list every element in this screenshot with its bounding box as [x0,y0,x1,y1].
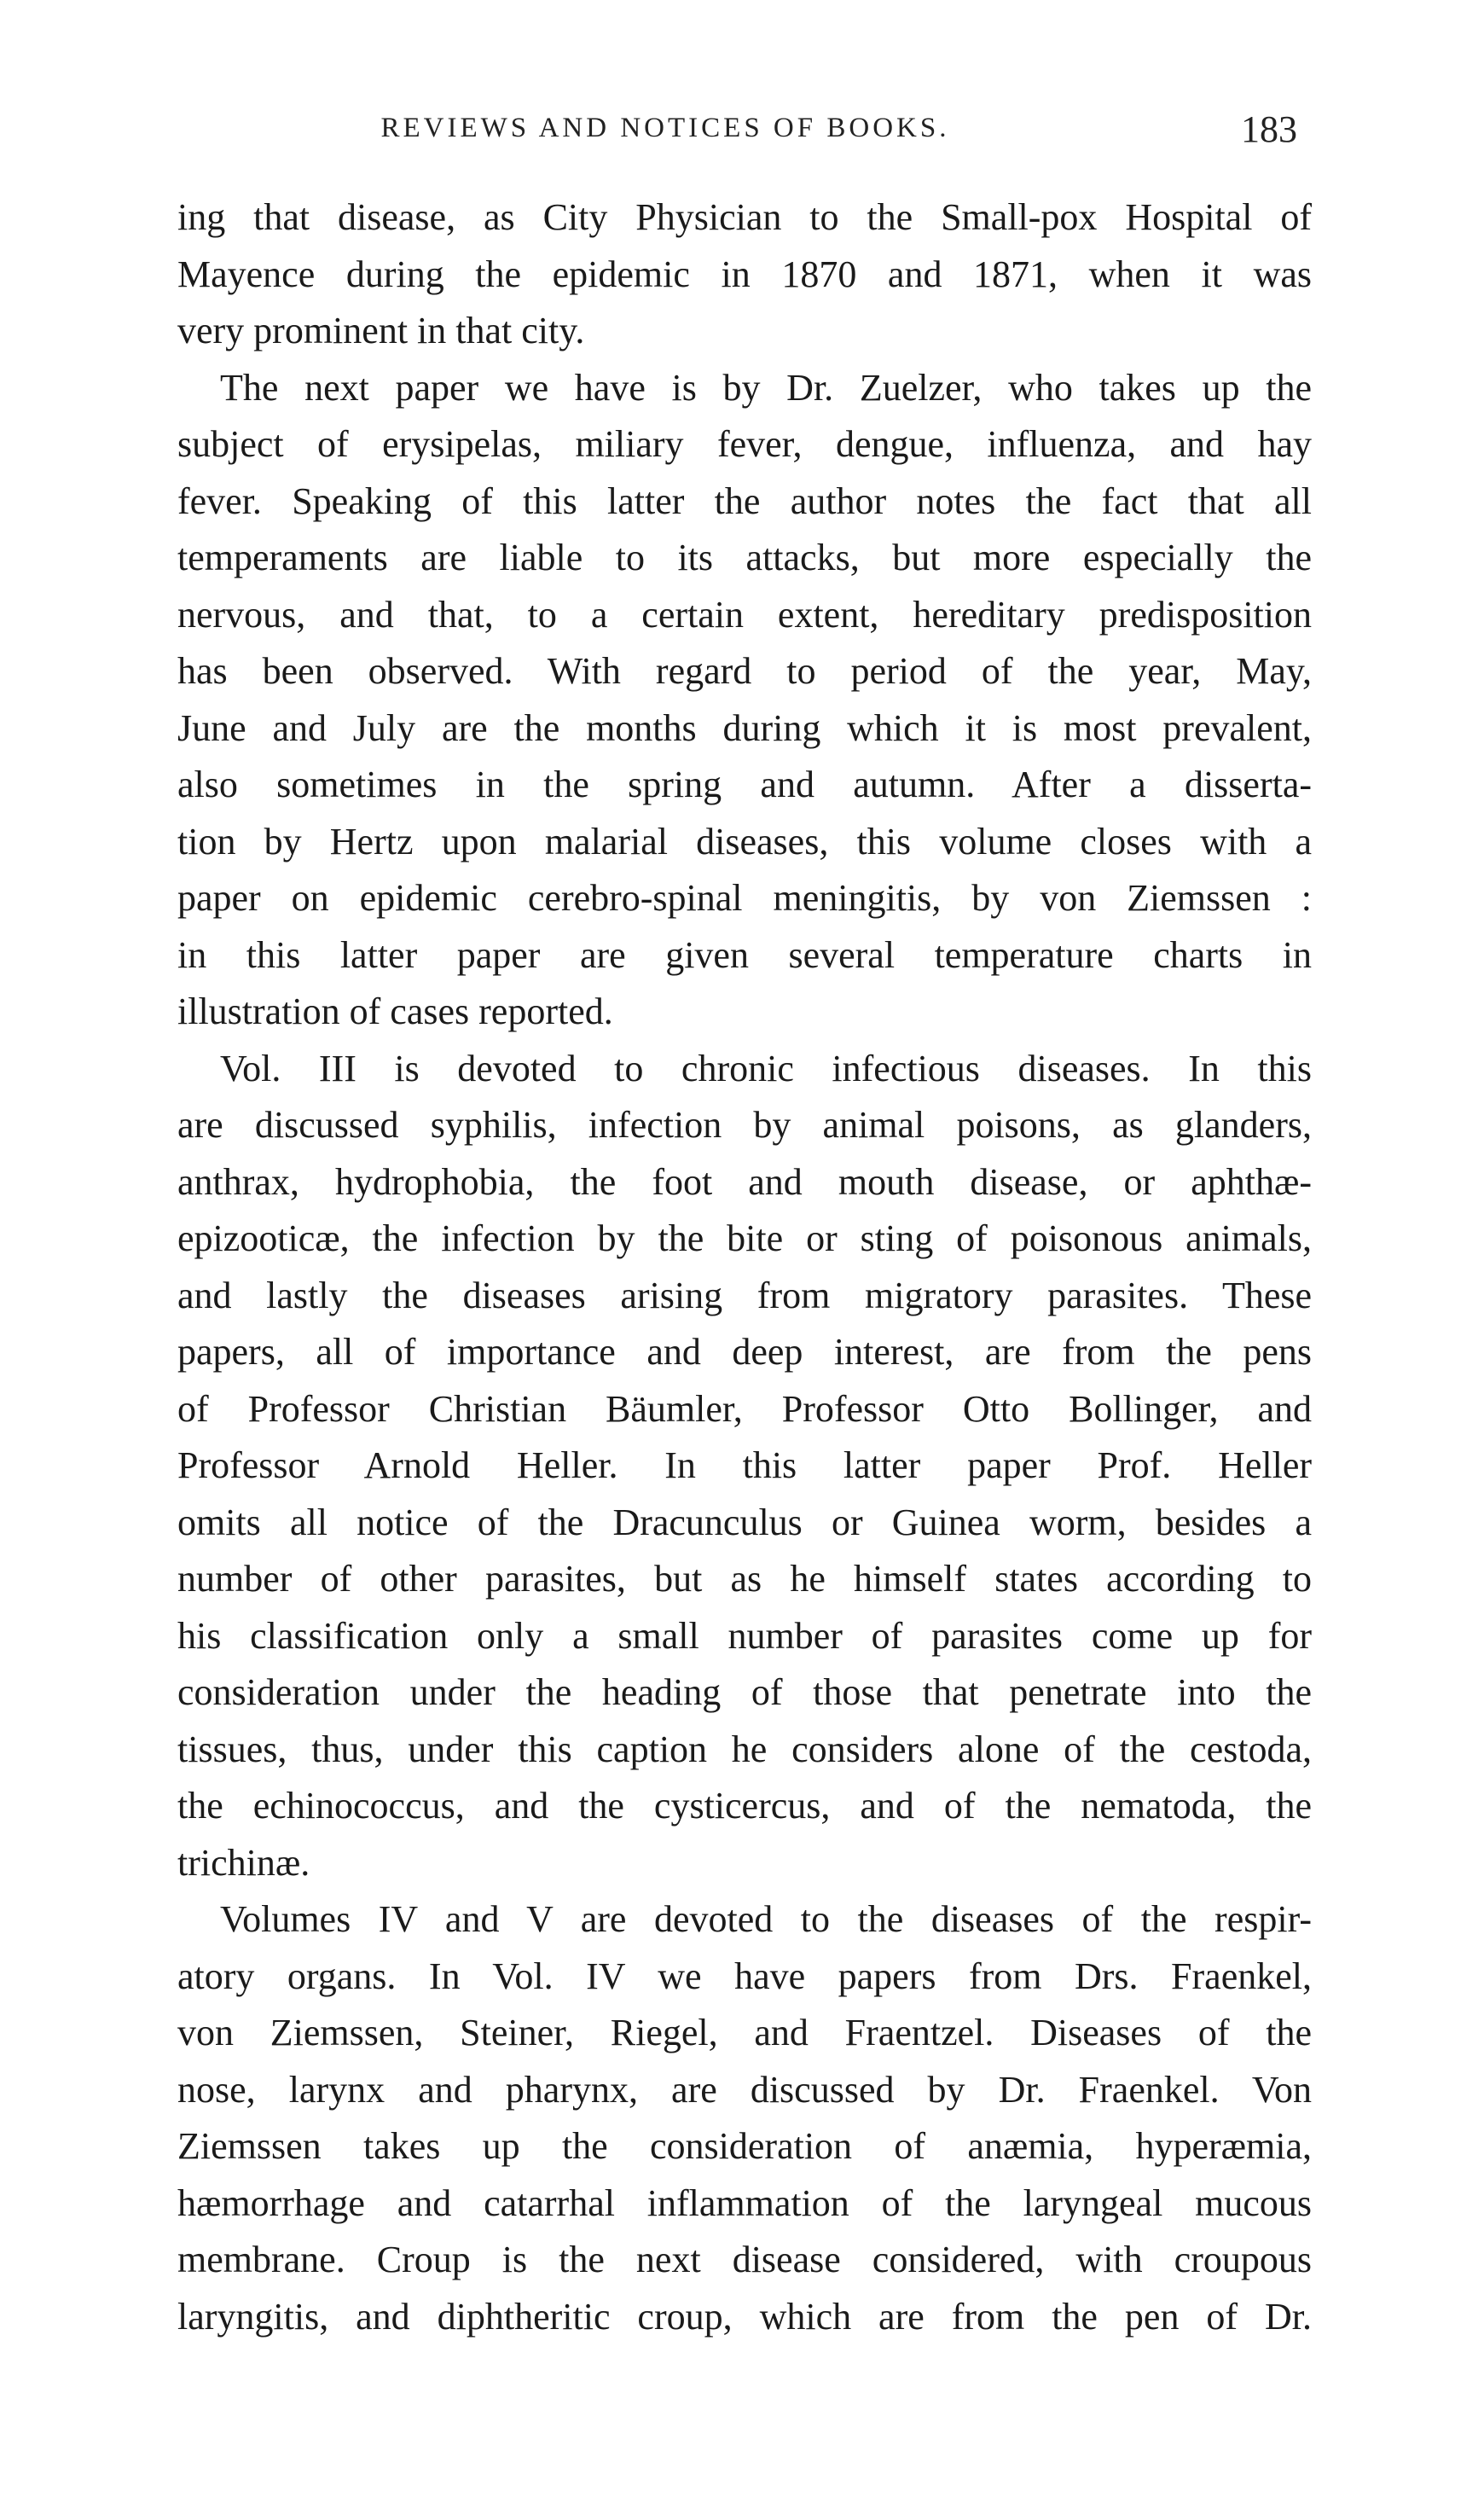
text-line: number of other parasites, but as he himself states according to [177,1558,1312,1600]
text-line: very prominent in that city. [177,310,585,351]
text-line: membrane. Croup is the next disease considered, with croupous [177,2239,1312,2280]
text-line: are discussed syphilis, infection by animal poisons, as glanders, [177,1104,1312,1146]
paragraph-vol-iii [177,1041,1312,1892]
text-line: von Ziemssen, Steiner, Riegel, and Fraentzel. Diseases of the [177,2012,1312,2053]
text-line: fever. Speaking of this latter the author notes the fact that all [177,479,1312,522]
text-line: The next paper we have is by Dr. Zuelzer, who takes up the [220,366,1312,409]
text-line: hæmorrhage and catarrhal inflammation of the laryngeal mucous [177,2181,1312,2224]
text-line: subject of erysipelas, miliary fever, dengue, influenza, and hay [177,423,1312,465]
text-line: has been observed. With regard to period of the year, May, [177,650,1312,692]
body-text [177,189,1312,2345]
page-number: 183 [1241,108,1297,150]
text-line: consideration under the heading of those that penetrate into the [177,1671,1312,1713]
paragraph-volumes-iv-v [177,1891,1312,2345]
text-line: Volumes IV and V are devoted to the diseases of the respir- [220,1898,1312,1940]
paragraph-continuation [177,189,1312,360]
text-line: ing that disease, as City Physician to the Small-pox Hospital of [177,196,1312,238]
text-line: Mayence during the epidemic in 1870 and 1871, when it was [177,253,1312,295]
text-line: omits all notice of the Dracunculus or Guinea worm, besides a [177,1501,1312,1543]
text-line: anthrax, hydrophobia, the foot and mouth disease, or aphthæ- [177,1160,1312,1203]
text-line: paper on epidemic cerebro-spinal meningitis, by von Ziemssen : [177,877,1312,919]
paragraph-zuelzer [177,360,1312,1041]
text-line: Ziemssen takes up the consideration of anæmia, hyperæmia, [177,2125,1312,2167]
text-line: nose, larynx and pharynx, are discussed by Dr. Fraenkel. Von [177,2068,1312,2111]
text-line: atory organs. In Vol. IV we have papers from Drs. Fraenkel, [177,1954,1312,1997]
text-line: epizooticæ, the infection by the bite or sting of poisonous animals, [177,1217,1312,1259]
text-line: Professor Arnold Heller. In this latter paper Prof. Heller [177,1444,1312,1486]
running-head: REVIEWS AND NOTICES OF BOOKS. [380,113,950,143]
text-line: papers, all of importance and deep interest, are from the pens [177,1331,1312,1373]
text-line: trichinæ. [177,1841,310,1884]
text-line: nervous, and that, to a certain extent, hereditary predisposition [177,593,1312,636]
text-line: his classification only a small number of parasites come up for [177,1614,1312,1657]
text-line: the echinococcus, and the cysticercus, and of the nematoda, the [177,1785,1312,1827]
text-line: June and July are the months during which it is most prevalent, [177,706,1312,749]
text-line: temperaments are liable to its attacks, but more especially the [177,537,1312,578]
text-line: tissues, thus, under this caption he considers alone of the cestoda, [177,1728,1312,1770]
text-line: laryngitis, and diphtheritic croup, which are from the pen of Dr. [177,2295,1312,2338]
text-line: also sometimes in the spring and autumn. After a disserta- [177,764,1312,805]
text-line: tion by Hertz upon malarial diseases, this volume closes with a [177,820,1312,863]
text-line: of Professor Christian Bäumler, Professor Otto Bollinger, and [177,1387,1312,1430]
text-line: illustration of cases reported. [177,990,613,1032]
text-line: in this latter paper are given several temperature charts in [177,933,1312,976]
text-line: Vol. III is devoted to chronic infectious diseases. In this [220,1047,1312,1089]
text-line: and lastly the diseases arising from migratory parasites. These [177,1274,1312,1316]
